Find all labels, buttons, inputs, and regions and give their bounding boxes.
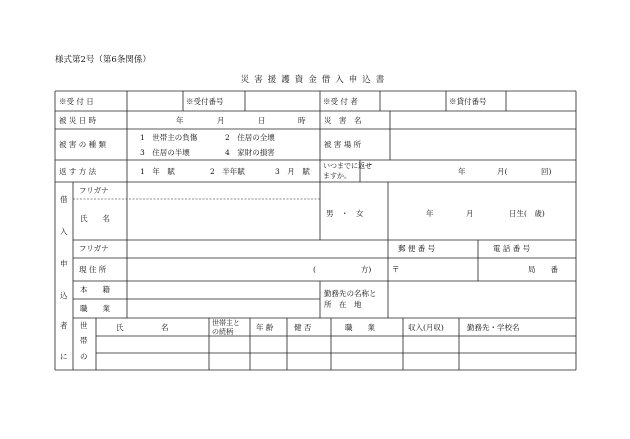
- repayment-month-label: 月(: [497, 167, 508, 176]
- household-workplace-school-header: 勤務先・学校名: [467, 323, 520, 332]
- workplace-label-line1: 勤務先の名称と: [324, 289, 377, 298]
- household-health-header: 健 否: [294, 323, 312, 332]
- birth-month-label: 月: [466, 209, 474, 218]
- applicant-name-label: 氏 名: [80, 214, 110, 223]
- phone-number-label: 電 話 番 号: [493, 244, 531, 253]
- form-code: 様式第2号（第6条関係）: [55, 55, 151, 65]
- repayment-method-2: 2 半年賦: [210, 167, 245, 176]
- received-number-label: ※受付番号: [186, 97, 224, 106]
- household-relation-header-line1: 世帯主と: [212, 319, 240, 327]
- disaster-day-label: 日: [258, 116, 266, 125]
- repayment-until-line2: ますか。: [323, 172, 351, 180]
- honseki-label: 本 籍: [80, 285, 110, 294]
- address-label: 現 住 所: [79, 265, 107, 274]
- postal-mark: 〒: [392, 265, 400, 274]
- disaster-hour-label: 時: [298, 116, 306, 125]
- household-occupation-header: 職 業: [345, 323, 375, 332]
- applicant-vertical-char: に: [60, 352, 68, 361]
- repayment-times-label: 回): [541, 167, 552, 176]
- repayment-method-1: 1 年 賦: [140, 167, 175, 176]
- household-vertical-char: 帯: [80, 336, 88, 345]
- damage-option-4: 4 家財の損害: [225, 148, 275, 157]
- household-age-header: 年 齢: [256, 323, 274, 332]
- household-income-header: 収入(月収): [408, 323, 444, 332]
- damage-type-label: 被 害 の 種 類: [59, 140, 107, 149]
- disaster-datetime-label: 被 災 日 時: [59, 116, 97, 125]
- household-vertical-char: 世: [80, 321, 88, 330]
- furigana-label: フリガナ: [79, 186, 109, 195]
- disaster-year-label: 年: [176, 116, 184, 125]
- damage-place-label: 被 害 場 所: [324, 140, 362, 149]
- repayment-method-label: 返 す 方 法: [59, 167, 97, 176]
- postal-code-label: 郵 便 番 号: [398, 244, 436, 253]
- applicant-vertical-char: 入: [60, 227, 68, 236]
- loan-number-label: ※貸付番号: [449, 97, 487, 106]
- address-paren-label: ( 方): [313, 265, 372, 274]
- household-vertical-char: の: [80, 352, 88, 361]
- damage-option-2: 2 住居の全壊: [225, 133, 275, 142]
- applicant-vertical-char: 借: [60, 195, 68, 204]
- sex-label: 男 ・ 女: [326, 209, 364, 218]
- applicant-vertical-char: 申: [60, 259, 68, 268]
- repayment-method-3: 3 月 賦: [275, 167, 310, 176]
- disaster-name-label: 災 害 名: [324, 116, 362, 125]
- applicant-vertical-char: 者: [60, 321, 68, 330]
- occupation-label: 職 業: [80, 304, 110, 313]
- bureau-label: 局 番: [528, 265, 558, 274]
- household-name-header: 氏 名: [116, 323, 169, 332]
- applicant-vertical-char: 込: [60, 291, 68, 300]
- form-title: 災害援護資金借入申込書: [240, 75, 390, 85]
- furigana-address-label: フリガナ: [79, 244, 109, 253]
- repayment-year-label: 年: [458, 167, 466, 176]
- workplace-label-line2: 所 在 地: [324, 300, 362, 309]
- receiver-label: ※受 付 者: [323, 97, 358, 106]
- repayment-until-line1: いつまでに返せ: [323, 162, 372, 170]
- birth-day-age-label: 日生( 歳): [509, 209, 545, 218]
- received-date-label: ※受 付 日: [59, 97, 94, 106]
- damage-option-3: 3 住居の半壊: [140, 148, 190, 157]
- birth-year-label: 年: [426, 209, 434, 218]
- disaster-month-label: 月: [217, 116, 225, 125]
- damage-option-1: 1 世帯主の負傷: [140, 133, 198, 142]
- household-relation-header-line2: の続柄: [212, 328, 233, 336]
